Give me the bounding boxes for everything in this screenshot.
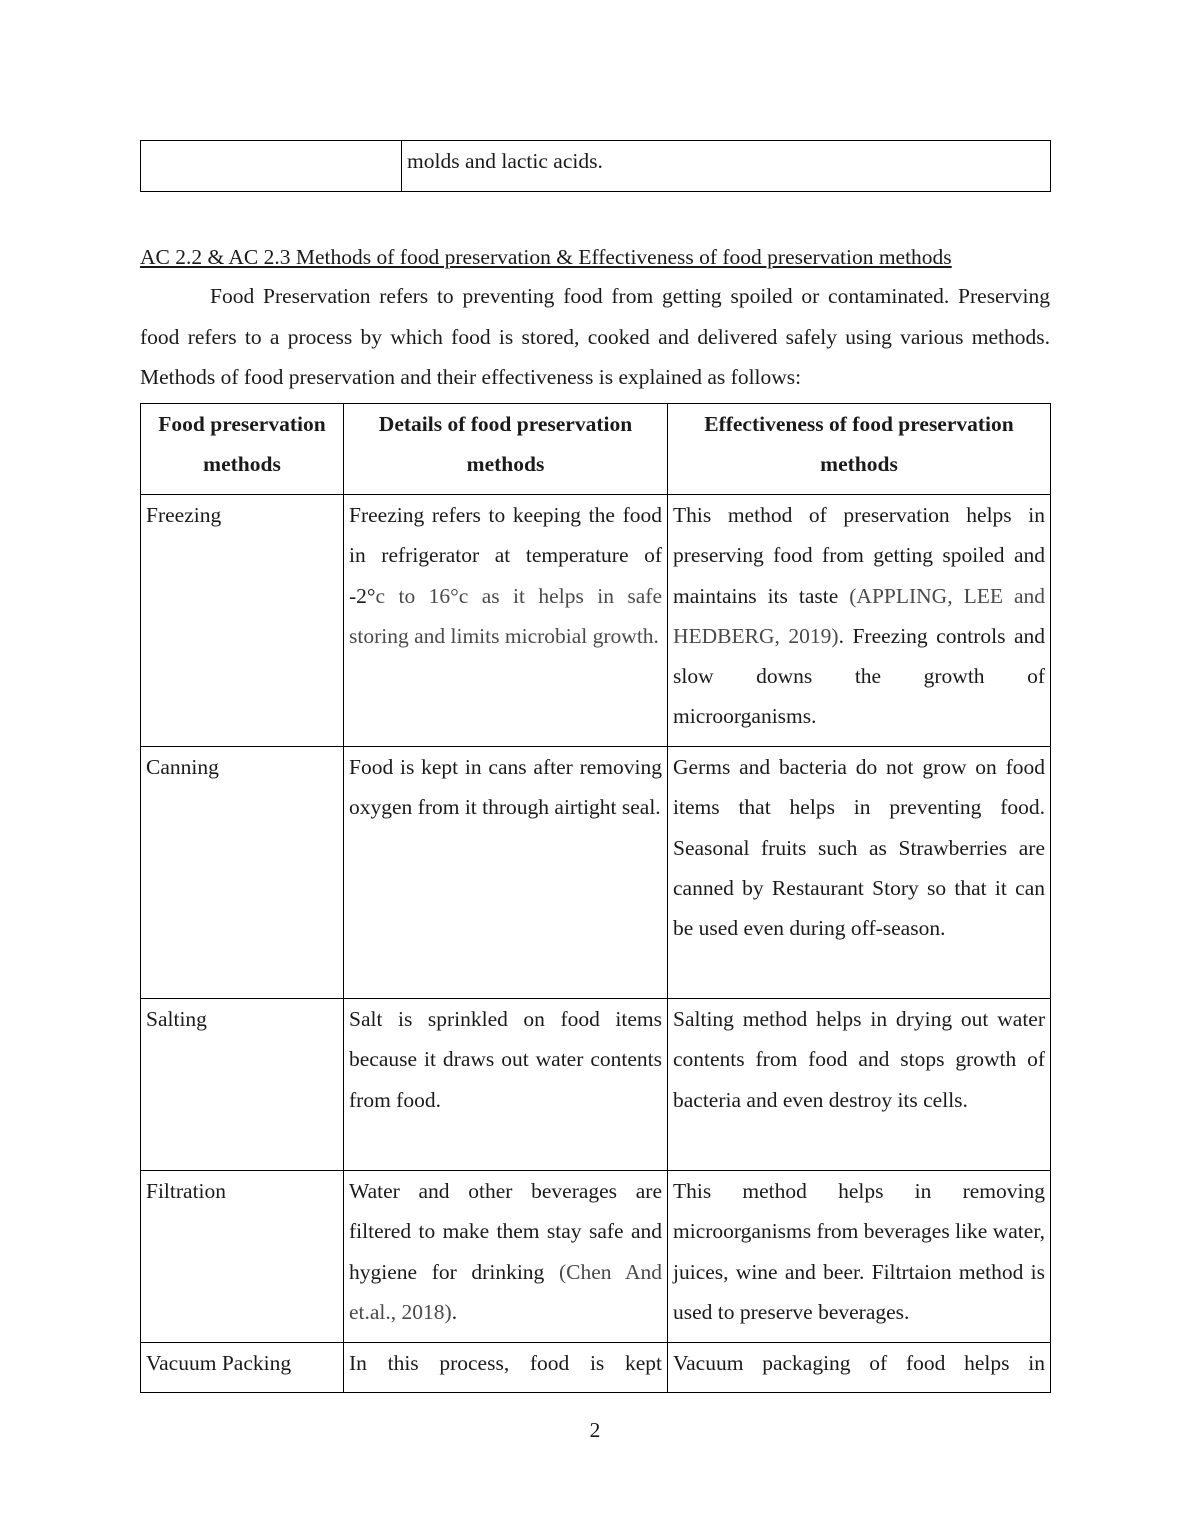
effectiveness-cell: This method helps in removing microorganisms from beverages like water, juices, wine and beer. Filtrtaion method is used to preserve beverages. (668, 1171, 1051, 1343)
details-cell: Food is kept in cans after removing oxygen from it through airtight seal. (344, 747, 668, 999)
effect-text-tail: . Freezing controls and slow downs the growth of microorganisms. (673, 623, 1046, 729)
method-cell: Freezing (141, 495, 344, 747)
details-text-grey: c to 16°c as it helps in safe storing and limits microbial growth. (349, 583, 662, 648)
method-cell: Salting (141, 999, 344, 1171)
column-header-effectiveness: Effectiveness of food preservation methods (668, 404, 1051, 495)
effectiveness-cell: Vacuum packaging of food helps in (668, 1343, 1051, 1393)
details-cell: In this process, food is kept (344, 1343, 668, 1393)
continuation-table (140, 140, 1051, 192)
citation: (Chen And et.al., 2018) (349, 1259, 662, 1324)
table-row-freezing (141, 495, 1051, 747)
method-cell: Filtration (141, 1171, 344, 1343)
column-header-method: Food preservation methods (141, 404, 344, 495)
table-row (141, 141, 1051, 192)
page-number: 2 (589, 1418, 601, 1442)
details-text: Water and other beverages are filtered to make them stay safe and hygiene for drinking (349, 1179, 662, 1284)
section-heading: AC 2.2 & AC 2.3 Methods of food preservation & Effectiveness of food preservation methods (140, 245, 952, 269)
effectiveness-cell: Salting method helps in drying out water contents from food and stops growth of bacteria and even destroy its cells. (668, 999, 1051, 1171)
method-cell: Canning (141, 747, 344, 999)
table-cell: molds and lactic acids. (402, 141, 1051, 192)
column-header-details: Details of food preservation methods (344, 404, 668, 495)
details-text: Freezing refers to keeping the food in refrigerator at temperature of -2° (349, 503, 662, 608)
details-cell (344, 495, 668, 747)
details-text-tail: . (451, 1299, 458, 1324)
table-row-salting (141, 999, 1051, 1171)
table-row-vacuum-packing (141, 1343, 1051, 1393)
intro-paragraph: Food Preservation refers to preventing food from getting spoiled or contaminated. Preserving food refers to a process by which food is stored, cooked and delivered safely using various methods. Methods of food preservation and their effectiveness is explained as follows: (140, 284, 1050, 389)
details-cell (344, 1171, 668, 1343)
table-row-canning (141, 747, 1051, 999)
effect-text: This method of preservation helps in preserving food from getting spoiled and maintains its taste (673, 503, 1045, 608)
method-cell: Vacuum Packing (141, 1343, 344, 1393)
table-cell (141, 141, 402, 192)
citation: (APPLING, LEE and HEDBERG, 2019) (673, 583, 1045, 648)
table-header-row (141, 404, 1051, 495)
effectiveness-cell (668, 495, 1051, 747)
effectiveness-cell: Germs and bacteria do not grow on food items that helps in preventing food. Seasonal fruits such as Strawberries are canned by Restaurant Story so that it can be used even during off-season. (668, 747, 1051, 999)
details-cell: Salt is sprinkled on food items because it draws out water contents from food. (344, 999, 668, 1171)
preservation-methods-table (140, 403, 1051, 1393)
table-row-filtration (141, 1171, 1051, 1343)
